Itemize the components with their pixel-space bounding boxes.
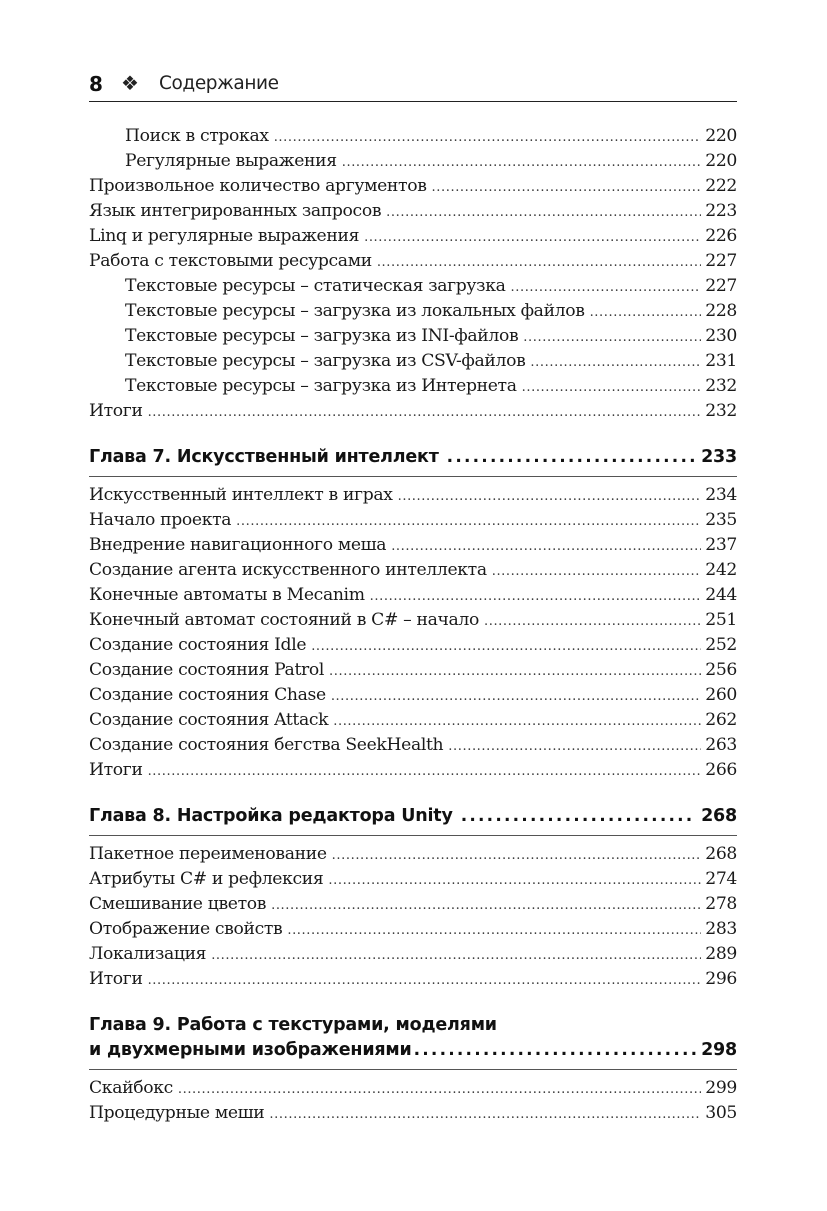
- toc-entry[interactable]: [89, 299, 737, 324]
- toc-entry[interactable]: [89, 274, 737, 299]
- leader-dots: [432, 175, 702, 200]
- leader-dots: [271, 893, 701, 918]
- toc-entry-title: Текстовые ресурсы – загрузка из Интернета: [125, 376, 517, 396]
- leader-dots: [329, 659, 701, 684]
- leader-dots: [492, 559, 702, 584]
- leader-dots: [370, 584, 702, 609]
- leader-dots: [148, 400, 702, 425]
- leader-dots: [447, 445, 696, 470]
- leader-dots: [448, 734, 701, 759]
- toc-entry-title: Работа с текстовыми ресурсами: [89, 251, 372, 271]
- leader-dots: [331, 684, 701, 709]
- toc-entry-title: Создание агента искусственного интеллекта: [89, 560, 487, 580]
- chapter-7-heading[interactable]: [89, 445, 737, 477]
- toc-entry[interactable]: [89, 967, 737, 992]
- chapter-page: 298: [701, 1040, 737, 1060]
- toc-entry-title: Linq и регулярные выражения: [89, 226, 360, 246]
- toc-entry-page: 266: [705, 760, 737, 780]
- toc-entry[interactable]: [89, 174, 737, 199]
- toc-entry[interactable]: [89, 249, 737, 274]
- toc-entry-page: 251: [705, 610, 737, 630]
- ornament-icon: ❖: [121, 71, 139, 95]
- toc-entry-title: Текстовые ресурсы – загрузка из INI-файлов: [125, 326, 519, 346]
- toc-entry-title: Смешивание цветов: [89, 894, 267, 914]
- toc-entry[interactable]: [89, 658, 737, 683]
- toc-section-chapter-8: [89, 842, 737, 992]
- toc-entry[interactable]: [89, 324, 737, 349]
- toc-entry-title: Пакетное переименование: [89, 844, 327, 864]
- toc-entry[interactable]: [89, 533, 737, 558]
- toc-entry-page: 274: [705, 869, 737, 889]
- toc-entry[interactable]: [89, 349, 737, 374]
- toc-entry[interactable]: [89, 149, 737, 174]
- toc-entry-page: 220: [705, 126, 737, 146]
- toc-entry-page: 226: [705, 226, 737, 246]
- toc-entry-title: Конечный автомат состояний в C# – начало: [89, 610, 479, 630]
- chapter-9-heading[interactable]: [89, 1013, 737, 1070]
- toc-entry-title: Поиск в строках: [125, 126, 269, 146]
- toc-entry-page: 227: [705, 276, 737, 296]
- toc-entry-page: 232: [705, 401, 737, 421]
- leader-dots: [511, 275, 702, 300]
- leader-dots: [342, 150, 702, 175]
- toc-entry[interactable]: [89, 608, 737, 633]
- toc-entry-page: 244: [705, 585, 737, 605]
- toc-entry-title: Скайбокс: [89, 1078, 173, 1098]
- leader-dots: [311, 634, 701, 659]
- leader-dots: [287, 918, 701, 943]
- toc-entry-title: Итоги: [89, 969, 143, 989]
- leader-dots: [377, 250, 701, 275]
- toc-entry[interactable]: [89, 867, 737, 892]
- toc-entry[interactable]: [89, 733, 737, 758]
- toc-entry-page: 235: [705, 510, 737, 530]
- toc-entry-page: 223: [705, 201, 737, 221]
- leader-dots: [391, 534, 701, 559]
- toc-entry-page: 222: [705, 176, 737, 196]
- leader-dots: [461, 804, 696, 829]
- leader-dots: [269, 1102, 701, 1127]
- toc-entry[interactable]: [89, 199, 737, 224]
- toc-entry[interactable]: [89, 1076, 737, 1101]
- toc-entry-title: Язык интегрированных запросов: [89, 201, 382, 221]
- leader-dots: [523, 325, 701, 350]
- toc-entry-page: 305: [705, 1103, 737, 1123]
- toc-entry-title: Отображение свойств: [89, 919, 283, 939]
- toc-entry-title: Конечные автоматы в Mecanim: [89, 585, 365, 605]
- leader-dots: [398, 484, 702, 509]
- toc-section-intro: [89, 124, 737, 424]
- toc-entry-page: 299: [705, 1078, 737, 1098]
- toc-entry[interactable]: [89, 842, 737, 867]
- page-number: 8: [89, 72, 103, 96]
- toc-entry[interactable]: [89, 917, 737, 942]
- toc-entry-page: 228: [705, 301, 737, 321]
- table-of-contents: [89, 124, 737, 1126]
- toc-entry-page: 237: [705, 535, 737, 555]
- toc-entry-title: Искусственный интеллект в играх: [89, 485, 393, 505]
- toc-entry-title: Создание состояния Patrol: [89, 660, 325, 680]
- leader-dots: [414, 1038, 696, 1063]
- toc-entry-title: Создание состояния бегства SeekHealth: [89, 735, 444, 755]
- toc-entry[interactable]: [89, 708, 737, 733]
- leader-dots: [332, 843, 702, 868]
- toc-entry-title: Внедрение навигационного меша: [89, 535, 387, 555]
- chapter-page: 233: [701, 447, 737, 467]
- toc-entry[interactable]: [89, 558, 737, 583]
- toc-entry-page: 242: [705, 560, 737, 580]
- toc-entry-page: 252: [705, 635, 737, 655]
- toc-entry-page: 227: [705, 251, 737, 271]
- chapter-title: Глава 8. Настройка редактора Unity: [89, 806, 453, 826]
- toc-entry-title: Процедурные меши: [89, 1103, 265, 1123]
- toc-entry-page: 289: [705, 944, 737, 964]
- leader-dots: [522, 375, 702, 400]
- toc-entry-page: 230: [705, 326, 737, 346]
- toc-section-chapter-7: [89, 483, 737, 783]
- page-header: [89, 70, 737, 102]
- toc-entry-page: 256: [705, 660, 737, 680]
- toc-entry[interactable]: [89, 483, 737, 508]
- toc-entry-title: Итоги: [89, 760, 143, 780]
- leader-dots: [590, 300, 702, 325]
- toc-entry-title: Создание состояния Chase: [89, 685, 326, 705]
- toc-entry[interactable]: [89, 758, 737, 783]
- leader-dots: [148, 759, 702, 784]
- toc-entry[interactable]: [89, 124, 737, 149]
- leader-dots: [484, 609, 701, 634]
- leader-dots: [333, 709, 701, 734]
- toc-entry[interactable]: [89, 374, 737, 399]
- toc-entry-title: Атрибуты C# и рефлексия: [89, 869, 324, 889]
- leader-dots: [236, 509, 701, 534]
- toc-entry-page: 296: [705, 969, 737, 989]
- toc-entry-page: 262: [705, 710, 737, 730]
- leader-dots: [178, 1077, 701, 1102]
- chapter-page: 268: [701, 806, 737, 826]
- toc-entry-page: 234: [705, 485, 737, 505]
- leader-dots: [211, 943, 701, 968]
- leader-dots: [386, 200, 701, 225]
- chapter-title-line-1: Глава 9. Работа с текстурами, моделями: [89, 1015, 497, 1035]
- toc-entry-title: Регулярные выражения: [125, 151, 337, 171]
- leader-dots: [148, 968, 702, 993]
- toc-entry-page: 231: [705, 351, 737, 371]
- toc-entry-page: 260: [705, 685, 737, 705]
- toc-entry[interactable]: [89, 399, 737, 424]
- leader-dots: [364, 225, 701, 250]
- toc-entry-title: Итоги: [89, 401, 143, 421]
- leader-dots: [530, 350, 701, 375]
- chapter-8-heading[interactable]: [89, 804, 737, 836]
- toc-entry[interactable]: [89, 508, 737, 533]
- toc-entry-page: 268: [705, 844, 737, 864]
- leader-dots: [328, 868, 701, 893]
- toc-entry-page: 220: [705, 151, 737, 171]
- toc-entry[interactable]: [89, 942, 737, 967]
- toc-entry-title: Создание состояния Idle: [89, 635, 307, 655]
- toc-section-chapter-9: [89, 1076, 737, 1126]
- chapter-title-line-2: и двухмерными изображениями: [89, 1040, 412, 1060]
- toc-entry[interactable]: [89, 892, 737, 917]
- toc-entry[interactable]: [89, 224, 737, 249]
- toc-entry-title: Текстовые ресурсы – загрузка из локальных файлов: [125, 301, 585, 321]
- toc-entry-page: 283: [705, 919, 737, 939]
- toc-entry-title: Начало проекта: [89, 510, 232, 530]
- running-title: Содержание: [159, 73, 279, 94]
- toc-entry-title: Текстовые ресурсы – загрузка из CSV-файлов: [125, 351, 526, 371]
- toc-entry-page: 232: [705, 376, 737, 396]
- toc-entry[interactable]: [89, 583, 737, 608]
- toc-entry-title: Создание состояния Attack: [89, 710, 329, 730]
- toc-entry[interactable]: [89, 633, 737, 658]
- toc-entry-title: Произвольное количество аргументов: [89, 176, 427, 196]
- toc-entry-page: 263: [705, 735, 737, 755]
- toc-entry[interactable]: [89, 1101, 737, 1126]
- chapter-title: Глава 7. Искусственный интеллект: [89, 447, 439, 467]
- leader-dots: [274, 125, 702, 150]
- toc-entry-title: Текстовые ресурсы – статическая загрузка: [125, 276, 506, 296]
- toc-entry[interactable]: [89, 683, 737, 708]
- toc-entry-title: Локализация: [89, 944, 207, 964]
- toc-entry-page: 278: [705, 894, 737, 914]
